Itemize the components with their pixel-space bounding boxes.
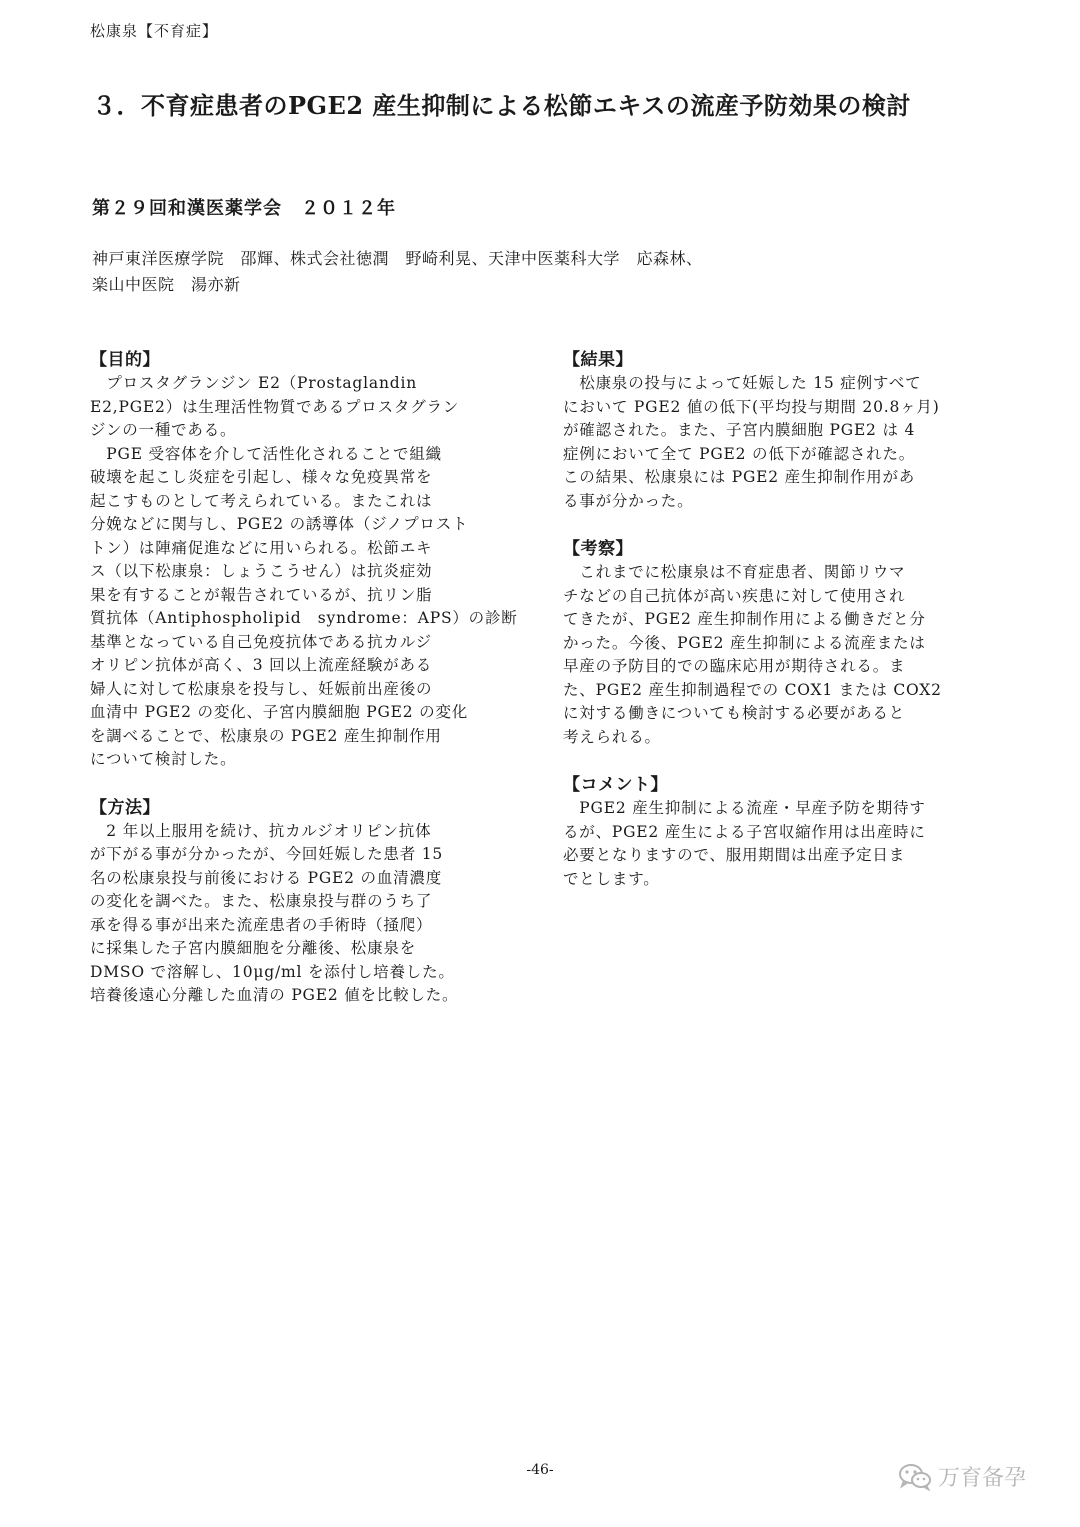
body-line: 早産の予防目的での臨床応用が期待される。ま bbox=[563, 657, 906, 675]
body-line: において PGE2 値の低下(平均投与期間 20.8ヶ月) bbox=[563, 397, 940, 416]
body-line: チなどの自己抗体が高い疾患に対して使用され bbox=[563, 586, 906, 605]
page-number: -46- bbox=[526, 1462, 554, 1478]
body-line: E2,PGE2）は生理活性物質であるプロスタグラン bbox=[90, 397, 460, 416]
left-column bbox=[90, 348, 520, 1032]
body-line: 婦人に対して松康泉を投与し、妊娠前出産後の bbox=[90, 679, 433, 698]
section bbox=[563, 348, 993, 513]
body-line: 承を得る事が出来た流産患者の手術時（掻爬） bbox=[90, 915, 433, 934]
body-line: DMSO で溶解し、10μg/ml を添付し培養した。 bbox=[90, 962, 455, 981]
author-line: 神戸東洋医療学院 邵輝、株式会社徳潤 野崎利晃、天津中医薬科大学 応森林、 bbox=[92, 249, 703, 268]
watermark bbox=[898, 1461, 1026, 1492]
section-body bbox=[563, 561, 993, 749]
body-line: 2 年以上服用を続け、抗カルジオリピン抗体 bbox=[90, 821, 432, 840]
body-line: を調べることで、松康泉の PGE2 産生抑制作用 bbox=[90, 726, 442, 745]
body-line: 質抗体（Antiphospholipid syndrome：APS）の診断 bbox=[90, 609, 518, 627]
body-line: オリピン抗体が高く、3 回以上流産経験がある bbox=[90, 656, 433, 674]
body-line: 名の松康泉投与前後における PGE2 の血清濃度 bbox=[90, 868, 443, 887]
body-line: 破壊を起こし炎症を引起し、様々な免疫異常を bbox=[90, 468, 433, 486]
body-line: る事が分かった。 bbox=[563, 491, 694, 510]
body-line: 分娩などに関与し、PGE2 の誘導体（ジノプロスト bbox=[90, 515, 469, 533]
section-body bbox=[90, 372, 520, 772]
section-heading: 【方法】 bbox=[90, 797, 160, 818]
author-line: 楽山中医院 湯亦新 bbox=[92, 275, 241, 294]
body-line: ス（以下松康泉：しょうこうせん）は抗炎症効 bbox=[90, 562, 433, 580]
section-heading: 【結果】 bbox=[563, 350, 633, 370]
body-line: に採集した子宮内膜細胞を分離後、松康泉を bbox=[90, 939, 417, 957]
body-line: この結果、松康泉には PGE2 産生抑制作用があ bbox=[563, 468, 916, 486]
body-line: 起こすものとして考えられている。またこれは bbox=[90, 491, 433, 510]
section-heading: 【コメント】 bbox=[563, 775, 668, 795]
body-line: た、PGE2 産生抑制過程での COX1 または COX2 bbox=[563, 680, 942, 699]
body-line: 症例において全て PGE2 の低下が確認された。 bbox=[563, 444, 916, 463]
section bbox=[563, 537, 993, 749]
body-line: PGE2 産生抑制による流産・早産予防を期待す bbox=[563, 799, 926, 817]
body-line: の変化を調べた。また、松康泉投与群のうち了 bbox=[90, 892, 433, 910]
section-heading: 【考察】 bbox=[563, 539, 633, 559]
body-line: トン）は陣痛促進などに用いられる。松節エキ bbox=[90, 538, 433, 557]
conference-line: 第２９回和漢医薬学会 ２０１２年 bbox=[92, 198, 396, 219]
watermark-text: 万育备孕 bbox=[938, 1466, 1027, 1491]
page-title: ３．不育症患者のPGE2 産生抑制による松節エキスの流産予防効果の検討 bbox=[92, 91, 911, 120]
body-line: これまでに松康泉は不育症患者、関節リウマ bbox=[563, 563, 906, 581]
section-body bbox=[563, 797, 993, 891]
body-line: ジンの一種である。 bbox=[90, 421, 237, 439]
section bbox=[90, 796, 520, 1008]
wechat-icon bbox=[898, 1463, 932, 1491]
running-head: 松康泉【不育症】 bbox=[90, 22, 219, 40]
body-line: 基準となっている自己免疫抗体である抗カルジ bbox=[90, 632, 432, 651]
body-line: かった。今後、PGE2 産生抑制による流産または bbox=[563, 633, 926, 652]
body-line: 果を有することが報告されているが、抗リン脂 bbox=[90, 585, 433, 604]
body-line: に対する働きについても検討する必要があると bbox=[563, 704, 905, 722]
body-line: PGE 受容体を介して活性化されることで組織 bbox=[90, 444, 442, 463]
body-line: について検討した。 bbox=[90, 750, 237, 768]
body-line: でとします。 bbox=[563, 869, 660, 888]
body-line: るが、PGE2 産生による子宮収縮作用は出産時に bbox=[563, 822, 926, 841]
body-line: てきたが、PGE2 産生抑制作用による働きだと分 bbox=[563, 610, 926, 628]
section bbox=[563, 773, 993, 891]
body-line: 必要となりますので、服用期間は出産予定日ま bbox=[563, 846, 905, 864]
author-list bbox=[92, 246, 992, 298]
section bbox=[90, 348, 520, 772]
body-line: 血清中 PGE2 の変化、子宮内膜細胞 PGE2 の変化 bbox=[90, 703, 469, 721]
section-body bbox=[90, 820, 520, 1008]
body-line: 培養後遠心分離した血清の PGE2 値を比較した。 bbox=[90, 986, 459, 1004]
body-line: プロスタグランジン E2（Prostaglandin bbox=[90, 374, 417, 392]
body-line: が確認された。また、子宮内膜細胞 PGE2 は 4 bbox=[563, 421, 916, 439]
right-column bbox=[563, 348, 993, 915]
body-line: 考えられる。 bbox=[563, 727, 661, 746]
body-line: が下がる事が分かったが、今回妊娠した患者 15 bbox=[90, 845, 444, 863]
section-heading: 【目的】 bbox=[90, 350, 160, 370]
body-line: 松康泉の投与によって妊娠した 15 症例すべて bbox=[563, 374, 922, 392]
section-body bbox=[563, 372, 993, 513]
